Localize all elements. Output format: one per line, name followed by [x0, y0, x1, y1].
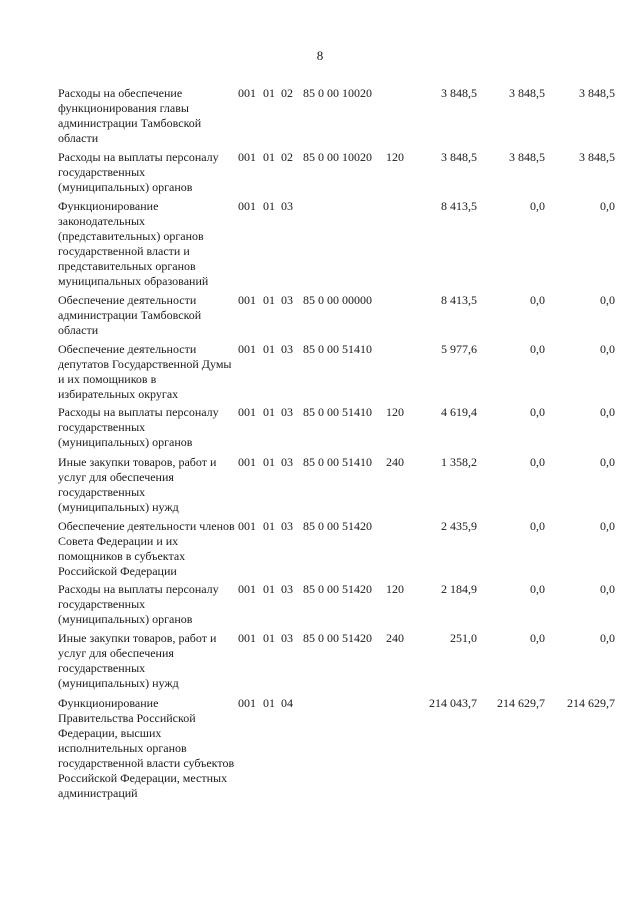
code-csr: 85 0 00 51420 [303, 582, 372, 596]
value-year3: 0,0 [600, 455, 615, 469]
code-rz: 01 [263, 582, 275, 596]
code-rz: 01 [263, 405, 275, 419]
value-year1: 2 184,9 [441, 582, 477, 596]
code-gr: 001 [238, 696, 256, 710]
code-rz: 01 [263, 696, 275, 710]
value-year2: 3 848,5 [509, 86, 545, 100]
value-year2: 0,0 [530, 293, 545, 307]
value-year3: 214 629,7 [567, 696, 615, 710]
code-gr: 001 [238, 150, 256, 164]
code-pr: 04 [281, 696, 293, 710]
value-year2: 0,0 [530, 631, 545, 645]
value-year1: 8 413,5 [441, 293, 477, 307]
value-year3: 0,0 [600, 405, 615, 419]
code-pr: 03 [281, 631, 293, 645]
code-gr: 001 [238, 405, 256, 419]
code-gr: 001 [238, 455, 256, 469]
row-name: Иные закупки товаров, работ и услуг для обеспечения государственных (муниципальных) нужд [58, 455, 217, 514]
value-year2: 0,0 [530, 342, 545, 356]
code-gr: 001 [238, 519, 256, 533]
value-year2: 214 629,7 [497, 696, 545, 710]
code-vr: 240 [386, 455, 404, 469]
code-csr: 85 0 00 10020 [303, 150, 372, 164]
code-csr: 85 0 00 00000 [303, 293, 372, 307]
row-name: Функционирование Правительства Российской Федерации, высших исполнительных органов государственной власти субъектов Российской Федерации, местных администраций [58, 696, 235, 800]
code-pr: 02 [281, 150, 293, 164]
value-year1: 214 043,7 [429, 696, 477, 710]
code-vr: 120 [386, 405, 404, 419]
code-pr: 03 [281, 405, 293, 419]
value-year3: 3 848,5 [579, 150, 615, 164]
value-year2: 0,0 [530, 455, 545, 469]
row-name: Расходы на выплаты персоналу государственных (муниципальных) органов [58, 405, 219, 449]
code-gr: 001 [238, 293, 256, 307]
value-year3: 3 848,5 [579, 86, 615, 100]
row-name: Иные закупки товаров, работ и услуг для обеспечения государственных (муниципальных) нужд [58, 631, 217, 690]
code-gr: 001 [238, 582, 256, 596]
value-year1: 1 358,2 [441, 455, 477, 469]
value-year2: 0,0 [530, 405, 545, 419]
value-year1: 3 848,5 [441, 150, 477, 164]
code-csr: 85 0 00 51410 [303, 342, 372, 356]
code-rz: 01 [263, 86, 275, 100]
value-year3: 0,0 [600, 631, 615, 645]
page-number: 8 [316, 48, 324, 63]
row-name: Функционирование законодательных (представительных) органов государственной власти и представительных органов муниципальных образований [58, 199, 209, 288]
code-csr: 85 0 00 51420 [303, 631, 372, 645]
code-rz: 01 [263, 150, 275, 164]
row-name: Обеспечение деятельности администрации Тамбовской области [58, 293, 202, 337]
row-name: Расходы на выплаты персоналу государственных (муниципальных) органов [58, 582, 219, 626]
value-year1: 2 435,9 [441, 519, 477, 533]
code-pr: 02 [281, 86, 293, 100]
code-csr: 85 0 00 10020 [303, 86, 372, 100]
code-gr: 001 [238, 631, 256, 645]
value-year1: 251,0 [450, 631, 477, 645]
code-pr: 03 [281, 455, 293, 469]
row-name: Расходы на выплаты персоналу государственных (муниципальных) органов [58, 150, 219, 194]
value-year1: 8 413,5 [441, 199, 477, 213]
value-year1: 4 619,4 [441, 405, 477, 419]
code-gr: 001 [238, 199, 256, 213]
code-vr: 240 [386, 631, 404, 645]
code-gr: 001 [238, 342, 256, 356]
row-name: Обеспечение деятельности членов Совета Федерации и их помощников в субъектах Российской Федерации [58, 519, 235, 578]
value-year2: 0,0 [530, 199, 545, 213]
value-year1: 3 848,5 [441, 86, 477, 100]
row-name: Обеспечение деятельности депутатов Государственной Думы и их помощников в избирательных округах [58, 342, 232, 401]
value-year3: 0,0 [600, 199, 615, 213]
code-vr: 120 [386, 150, 404, 164]
code-rz: 01 [263, 455, 275, 469]
code-rz: 01 [263, 519, 275, 533]
code-rz: 01 [263, 631, 275, 645]
code-csr: 85 0 00 51410 [303, 455, 372, 469]
code-pr: 03 [281, 519, 293, 533]
code-csr: 85 0 00 51410 [303, 405, 372, 419]
code-rz: 01 [263, 199, 275, 213]
code-pr: 03 [281, 199, 293, 213]
value-year3: 0,0 [600, 293, 615, 307]
value-year3: 0,0 [600, 582, 615, 596]
code-rz: 01 [263, 293, 275, 307]
code-pr: 03 [281, 293, 293, 307]
code-rz: 01 [263, 342, 275, 356]
code-vr: 120 [386, 582, 404, 596]
value-year2: 0,0 [530, 582, 545, 596]
value-year3: 0,0 [600, 519, 615, 533]
code-csr: 85 0 00 51420 [303, 519, 372, 533]
row-name: Расходы на обеспечение функционирования главы администрации Тамбовской области [58, 86, 202, 145]
value-year2: 3 848,5 [509, 150, 545, 164]
value-year1: 5 977,6 [441, 342, 477, 356]
value-year2: 0,0 [530, 519, 545, 533]
code-pr: 03 [281, 342, 293, 356]
code-pr: 03 [281, 582, 293, 596]
code-gr: 001 [238, 86, 256, 100]
value-year3: 0,0 [600, 342, 615, 356]
